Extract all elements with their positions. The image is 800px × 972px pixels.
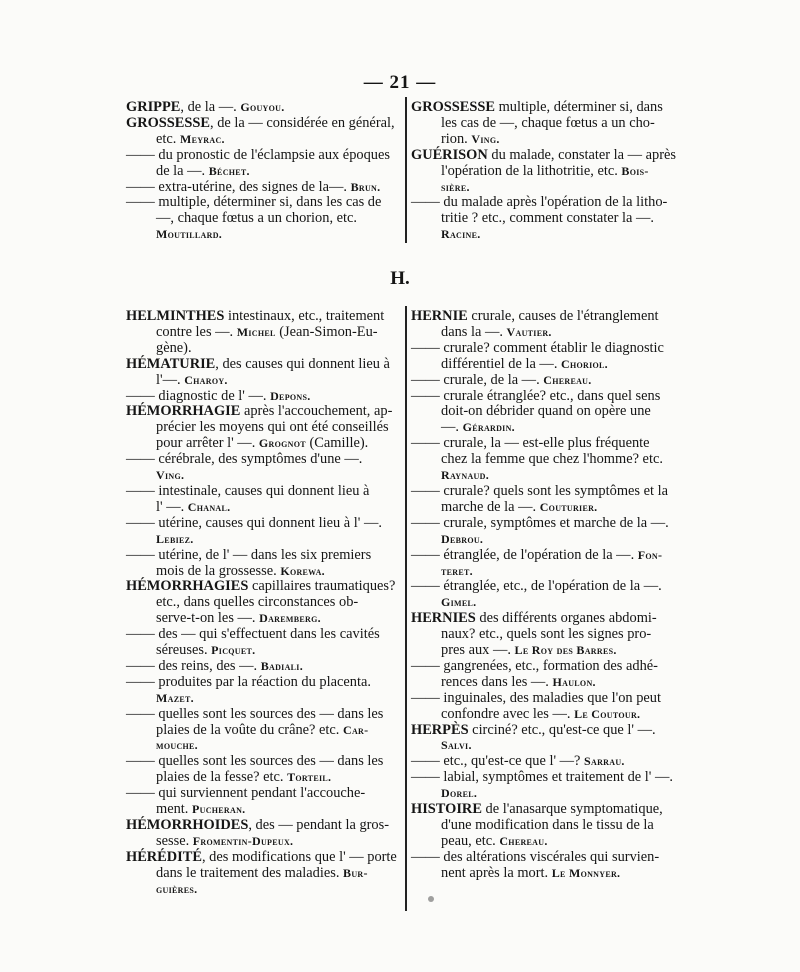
entry-text: —— étranglée, de l'opération de la —. xyxy=(411,546,638,563)
entry-text: —— etc., qu'est-ce que l' —? xyxy=(411,753,585,770)
index-line xyxy=(126,882,403,898)
entry-heading: HISTOIRE xyxy=(411,801,482,818)
entry-text: serve-t-on les —. xyxy=(156,610,260,627)
entry-text: —— crurale? quels sont les symptômes et la xyxy=(411,482,668,499)
index-line xyxy=(411,723,686,739)
entry-heading: HÉRÉDITÉ xyxy=(126,848,202,865)
entry-text: —— du malade après l'opération de la litho- xyxy=(411,194,668,211)
index-line xyxy=(126,404,403,420)
index-line xyxy=(126,195,401,211)
index-line xyxy=(411,548,686,564)
author-name: Daremberg. xyxy=(259,611,321,626)
index-line xyxy=(411,420,686,436)
entry-text: —, chaque fœtus a un chorion, etc. xyxy=(156,210,358,227)
author-name: Mazet. xyxy=(156,690,194,705)
index-line xyxy=(126,357,403,373)
index-line xyxy=(411,611,686,627)
index-line xyxy=(126,818,403,834)
entry-heading: HÉMATURIE xyxy=(126,355,216,372)
author-name: Fromentin-Dupeux. xyxy=(192,833,294,848)
index-line xyxy=(411,389,686,405)
index-line xyxy=(411,643,686,659)
entry-heading: GROSSESSE xyxy=(411,99,495,115)
index-line xyxy=(126,754,403,770)
entry-heading: HERPÈS xyxy=(411,721,469,738)
index-line xyxy=(126,675,403,691)
index-line xyxy=(411,341,686,357)
index-line xyxy=(126,116,401,132)
index-line xyxy=(411,595,686,611)
entry-text: crurale, causes de l'étranglement xyxy=(467,308,659,324)
entry-text: capillaires traumatiques? xyxy=(248,578,396,595)
index-line xyxy=(126,180,401,196)
index-line xyxy=(126,309,403,325)
author-name: Bois- xyxy=(621,163,649,178)
index-line xyxy=(411,436,686,452)
entry-text: intestinaux, etc., traitement xyxy=(224,308,385,324)
index-line xyxy=(126,643,403,659)
author-name: Raynaud. xyxy=(441,468,489,483)
entry-text: —— intestinale, causes qui donnent lieu à xyxy=(126,482,370,499)
index-line xyxy=(126,373,403,389)
index-line xyxy=(411,164,683,180)
index-line xyxy=(126,436,403,452)
index-line xyxy=(411,754,686,770)
index-column-bottom-left xyxy=(126,309,403,898)
column-divider-bottom xyxy=(405,306,407,911)
entry-text: circiné? etc., qu'est-ce que l' —. xyxy=(468,721,656,738)
author-name: Moutillard. xyxy=(156,227,223,242)
entry-text: —— des — qui s'effectuent dans les cavités xyxy=(126,626,380,643)
entry-text: contre les —. xyxy=(156,323,237,340)
entry-text: l'opération de la lithotritie, etc. xyxy=(441,162,622,179)
column-divider-top xyxy=(405,97,407,243)
index-line xyxy=(126,627,403,643)
entry-text: plaies de la voûte du crâne? etc. xyxy=(156,721,343,738)
author-name: Dorel. xyxy=(441,786,478,801)
author-name: Salvi. xyxy=(441,738,472,753)
entry-text: marche de la —. xyxy=(441,498,540,515)
index-line xyxy=(411,500,686,516)
index-line xyxy=(411,579,686,595)
entry-text: gène). xyxy=(156,339,192,356)
index-line xyxy=(411,100,683,116)
entry-heading: HÉMORRHOIDES xyxy=(126,817,249,833)
author-name: Brun. xyxy=(350,179,381,194)
author-name: Chereau. xyxy=(499,833,548,848)
index-line xyxy=(411,404,686,420)
index-line xyxy=(411,195,683,211)
author-name: Chanal. xyxy=(187,499,231,514)
index-line xyxy=(411,373,686,389)
entry-text: naux? etc., quels sont les signes pro- xyxy=(441,626,652,643)
entry-text: —— diagnostic de l' —. xyxy=(126,387,271,404)
index-line xyxy=(411,452,686,468)
entry-heading: HERNIES xyxy=(411,610,476,627)
author-name: Haulon. xyxy=(552,674,596,689)
index-line xyxy=(126,786,403,802)
author-name: Gimel. xyxy=(441,595,477,610)
entry-text: , des modifications que l' — porte xyxy=(201,848,397,865)
entry-text: —— du pronostic de l'éclampsie aux époques xyxy=(126,146,390,163)
entry-text: etc. xyxy=(156,130,180,147)
author-name: Fon- xyxy=(637,547,663,562)
index-line xyxy=(126,850,403,866)
author-name: Le Roy des Barres. xyxy=(514,643,617,658)
author-name: Depons. xyxy=(270,388,311,403)
entry-text: —— quelles sont les sources des — dans les xyxy=(126,753,384,770)
entry-text: sesse. xyxy=(156,832,193,849)
entry-text: des différents organes abdomi- xyxy=(475,610,657,627)
index-line xyxy=(411,132,683,148)
index-line xyxy=(411,627,686,643)
entry-text: —— cérébrale, des symptômes d'une —. xyxy=(126,451,363,468)
entry-text: —. xyxy=(441,419,463,436)
author-name: Béchet. xyxy=(208,163,250,178)
index-line xyxy=(411,325,686,341)
entry-text: , des causes qui donnent lieu à xyxy=(215,355,390,372)
entry-text: de l'anasarque symptomatique, xyxy=(481,801,663,818)
entry-heading: HÉMORRHAGIE xyxy=(126,403,241,420)
index-line xyxy=(411,707,686,723)
author-name: Ving. xyxy=(156,468,185,483)
index-line xyxy=(411,532,686,548)
entry-text: dans la —. xyxy=(441,323,507,340)
entry-heading: HÉMORRHAGIES xyxy=(126,578,249,595)
entry-text: chez la femme que chez l'homme? etc. xyxy=(441,451,663,468)
index-line xyxy=(126,548,403,564)
entry-text: mois de la grossesse. xyxy=(156,562,281,579)
entry-text: —— crurale? comment établir le diagnostic xyxy=(411,339,664,356)
entry-text: du malade, constater la — après xyxy=(487,146,676,163)
entry-text: (Camille). xyxy=(305,435,369,452)
entry-text: tritie ? etc., comment constater la —. xyxy=(441,210,654,227)
index-line xyxy=(126,164,401,180)
author-name: Picquet. xyxy=(211,643,256,658)
index-line xyxy=(126,579,403,595)
index-line xyxy=(126,770,403,786)
index-column-top-right xyxy=(411,100,683,243)
index-line xyxy=(411,148,683,164)
index-line xyxy=(126,100,401,116)
author-name: Debrou. xyxy=(441,531,484,546)
author-name: Grognot xyxy=(258,436,306,451)
entry-text: multiple, déterminer si, dans xyxy=(495,99,663,115)
entry-text: , de la — considérée en général, xyxy=(210,114,395,131)
entry-text: —— extra-utérine, des signes de la—. xyxy=(126,178,351,195)
index-line xyxy=(126,452,403,468)
index-line xyxy=(126,484,403,500)
index-line xyxy=(411,691,686,707)
entry-text: doit-on débrider quand on opère une xyxy=(441,403,651,420)
entry-text: différentiel de la —. xyxy=(441,355,562,372)
entry-text: —— des altérations viscérales qui survien- xyxy=(411,848,660,865)
index-line xyxy=(411,564,686,580)
author-name: Gérardin. xyxy=(462,420,515,435)
entry-text: précier les moyens qui ont été conseillés xyxy=(156,419,389,436)
author-name: Charoy. xyxy=(184,372,228,387)
index-line xyxy=(411,357,686,373)
author-name: Torteil. xyxy=(287,770,332,785)
entry-text: —— utérine, causes qui donnent lieu à l' —. xyxy=(126,514,382,531)
entry-text: —— qui surviennent pendant l'accouche- xyxy=(126,785,366,802)
entry-text: pour arrêter l' —. xyxy=(156,435,259,452)
entry-text: , de la —. xyxy=(180,99,241,115)
index-line xyxy=(411,818,686,834)
entry-text: d'une modification dans le tissu de la xyxy=(441,817,654,833)
author-name: sière. xyxy=(441,179,470,194)
index-line xyxy=(126,691,403,707)
entry-text: —— utérine, de l' — dans les six premiers xyxy=(126,546,372,563)
entry-text: confondre avec les —. xyxy=(441,705,575,722)
index-line xyxy=(411,116,683,132)
index-line xyxy=(411,484,686,500)
index-line xyxy=(411,834,686,850)
entry-text: de la —. xyxy=(156,162,209,179)
entry-text: l' —. xyxy=(156,498,188,515)
index-line xyxy=(411,675,686,691)
entry-text: —— étranglée, etc., de l'opération de la —. xyxy=(411,578,662,595)
index-line xyxy=(126,227,401,243)
author-name: Meyrac. xyxy=(179,131,225,146)
entry-heading: GUÉRISON xyxy=(411,146,488,163)
index-line xyxy=(411,516,686,532)
index-line xyxy=(411,866,686,882)
entry-text: —— inguinales, des maladies que l'on peut xyxy=(411,689,661,706)
entry-text: —— gangrenées, etc., formation des adhé- xyxy=(411,657,658,674)
author-name: Michel xyxy=(236,324,276,339)
section-letter: H. xyxy=(390,268,410,289)
index-line xyxy=(126,325,403,341)
entry-text: —— crurale étranglée? etc., dans quel sens xyxy=(411,387,661,404)
author-name: mouche. xyxy=(156,738,198,753)
entry-text: l'—. xyxy=(156,371,185,388)
author-name: Couturier. xyxy=(539,499,598,514)
entry-text: pres aux —. xyxy=(441,642,515,659)
author-name: Lebiez. xyxy=(156,531,194,546)
index-line xyxy=(411,309,686,325)
index-line xyxy=(411,227,683,243)
index-line xyxy=(411,738,686,754)
index-line xyxy=(126,611,403,627)
index-line xyxy=(126,659,403,675)
author-name: Ving. xyxy=(471,131,500,146)
entry-text: etc., dans quelles circonstances ob- xyxy=(156,594,359,611)
index-column-top-left xyxy=(126,100,401,243)
author-name: teret. xyxy=(441,563,473,578)
entry-text: —— labial, symptômes et traitement de l' —. xyxy=(411,769,673,786)
index-line xyxy=(126,420,403,436)
index-line xyxy=(126,148,401,164)
index-line xyxy=(126,834,403,850)
index-line xyxy=(126,707,403,723)
entry-text: —— des reins, des —. xyxy=(126,657,261,674)
entry-text: peau, etc. xyxy=(441,832,500,849)
entry-text: séreuses. xyxy=(156,642,212,659)
author-name: Pucheran. xyxy=(191,802,246,817)
index-line xyxy=(411,802,686,818)
author-name: Racine. xyxy=(441,227,481,242)
entry-text: —— quelles sont les sources des — dans les xyxy=(126,705,384,722)
entry-heading: GRIPPE xyxy=(126,99,181,115)
author-name: guières. xyxy=(156,881,198,896)
author-name: Choriol. xyxy=(561,356,608,371)
author-name: Bur- xyxy=(343,865,368,880)
index-column-bottom-right xyxy=(411,309,686,882)
index-line xyxy=(126,468,403,484)
entry-heading: HERNIE xyxy=(411,308,468,324)
index-line xyxy=(126,132,401,148)
entry-text: rences dans les —. xyxy=(441,673,553,690)
entry-text: ment. xyxy=(156,801,192,818)
index-line xyxy=(126,211,401,227)
entry-text: les cas de —, chaque fœtus a un cho- xyxy=(441,114,655,131)
entry-heading: HELMINTHES xyxy=(126,308,225,324)
entry-text: nent après la mort. xyxy=(441,864,552,881)
entry-text: —— crurale, symptômes et marche de la —. xyxy=(411,514,669,531)
author-name: Car- xyxy=(343,722,369,737)
index-line xyxy=(126,723,403,739)
author-name: Le Coutour. xyxy=(574,706,641,721)
index-line xyxy=(411,659,686,675)
index-line xyxy=(411,786,686,802)
index-line xyxy=(411,770,686,786)
author-name: Le Monnyer. xyxy=(551,865,621,880)
index-line xyxy=(126,341,403,357)
index-line xyxy=(126,532,403,548)
author-name: Chereau. xyxy=(543,372,592,387)
author-name: Vautier. xyxy=(506,324,552,339)
entry-text: (Jean-Simon-Eu- xyxy=(275,323,378,340)
entry-text: —— produites par la réaction du placenta. xyxy=(126,673,371,690)
author-name: Sarrau. xyxy=(584,754,625,769)
entry-heading: GROSSESSE xyxy=(126,114,210,131)
entry-text: après l'accouchement, ap- xyxy=(240,403,393,420)
index-line xyxy=(411,180,683,196)
entry-text: dans le traitement des maladies. xyxy=(156,864,344,881)
page-number: — 21 — xyxy=(363,72,437,93)
entry-text: —— crurale, la — est-elle plus fréquente xyxy=(411,435,650,452)
index-line xyxy=(126,500,403,516)
index-line xyxy=(411,850,686,866)
author-name: Gouyou. xyxy=(240,100,285,114)
index-line xyxy=(126,866,403,882)
index-line xyxy=(411,468,686,484)
entry-text: —— crurale, de la —. xyxy=(411,371,544,388)
entry-text: rion. xyxy=(441,130,472,147)
author-name: Korewa. xyxy=(280,563,325,578)
author-name: Badiali. xyxy=(260,658,304,673)
index-line xyxy=(126,595,403,611)
index-line xyxy=(411,211,683,227)
index-line xyxy=(126,738,403,754)
ink-blot xyxy=(428,896,434,902)
entry-text: , des — pendant la gros- xyxy=(248,817,390,833)
index-line xyxy=(126,516,403,532)
entry-text: —— multiple, déterminer si, dans les cas de xyxy=(126,194,382,211)
entry-text: plaies de la fesse? etc. xyxy=(156,769,288,786)
index-line xyxy=(126,802,403,818)
